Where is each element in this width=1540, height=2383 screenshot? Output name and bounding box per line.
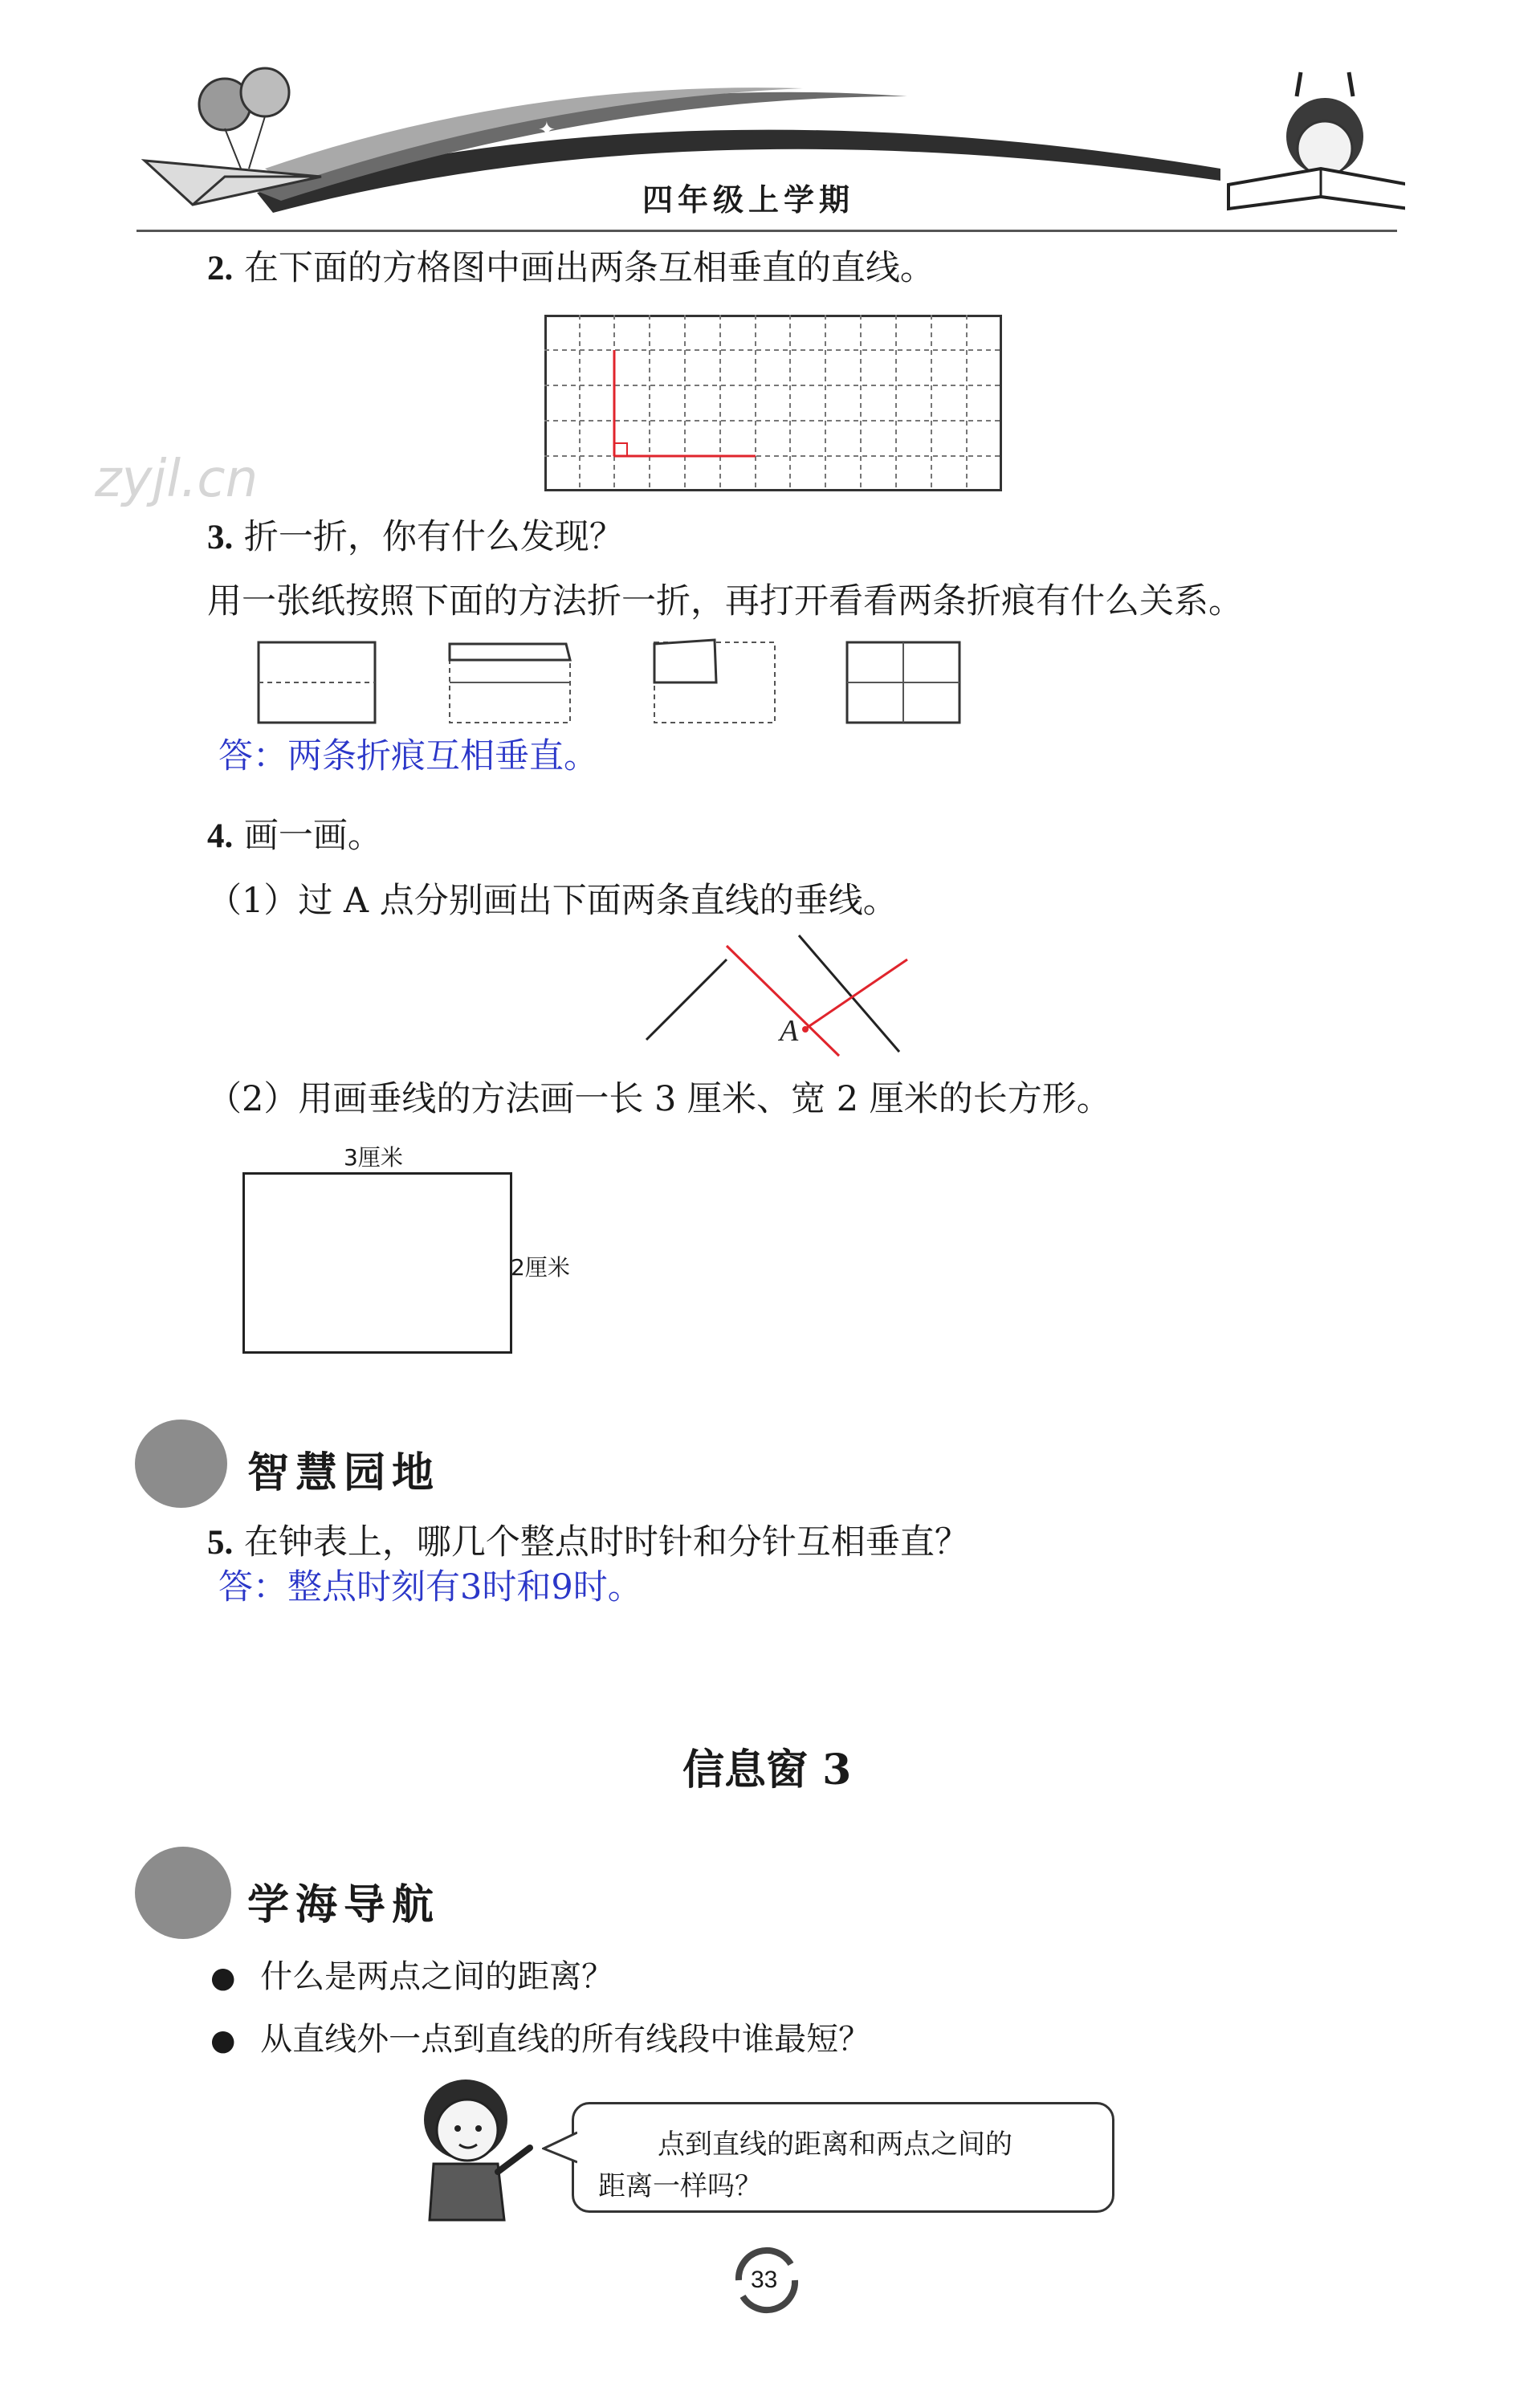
girl-reading-icon [1228, 72, 1405, 209]
speech-bubble-tail [542, 2128, 577, 2169]
page-number-badge [727, 2244, 807, 2316]
question-number: 4. [207, 817, 234, 855]
question-5-answer: 答：整点时刻有3时和9时。 [218, 1567, 642, 1607]
wisdom-section-header [135, 1420, 536, 1508]
info-window-title: 信息窗 3 [682, 1745, 852, 1794]
bullet-dot-icon: ● [210, 1961, 236, 1994]
question-3 [207, 517, 624, 557]
star-icon: ✦ [980, 110, 997, 134]
drawn-rectangle [242, 1172, 512, 1354]
question-4 [207, 816, 382, 856]
question-text: 在钟表上，哪几个整点时时针和分针互相垂直？ [243, 1522, 969, 1562]
question-number: 2. [207, 250, 234, 287]
section-title: 智慧园地 [247, 1449, 441, 1497]
section-title: 学海导航 [247, 1881, 441, 1929]
point-a-marker [802, 1026, 809, 1033]
boy-with-binoculars-icon [135, 1847, 231, 1939]
bullet-text: 从直线外一点到直线的所有线段中谁最短？ [260, 2021, 871, 2058]
star-icon: ✦ [538, 118, 556, 142]
header-banner [120, 48, 1405, 233]
question-title: 画一画。 [243, 816, 382, 856]
question-text: 在下面的方格图中画出两条互相垂直的直线。 [243, 248, 935, 288]
guide-bullet-1 [210, 1958, 614, 1995]
speech-bubble [572, 2102, 1114, 2213]
point-a-label: A [780, 1014, 799, 1048]
question-3-instruction: 用一张纸按照下面的方法折一折，再打开看看两条折痕有什么关系。 [207, 581, 1243, 621]
header-rule [136, 230, 1397, 232]
speech-line-2: 距离一样吗？ [598, 2170, 762, 2202]
guide-section-header [135, 1847, 536, 1943]
bullet-text: 什么是两点之间的距离？ [260, 1958, 614, 1995]
rectangle-width-label: 2厘米 [511, 1254, 570, 1281]
bullet-dot-icon: ● [210, 2024, 236, 2057]
rectangle-length-label: 3厘米 [344, 1144, 403, 1171]
boy-pointing-illustration [409, 2075, 538, 2224]
grid-figure [544, 315, 1002, 491]
question-2 [207, 248, 935, 288]
guide-bullet-2 [210, 2021, 871, 2058]
question-number: 3. [207, 519, 234, 556]
question-4-part1: （1）过 A 点分别画出下面两条直线的垂线。 [207, 881, 898, 921]
watermark: zyjl.cn [95, 450, 259, 509]
question-3-answer: 答：两条折痕互相垂直。 [218, 736, 598, 776]
header-title: 四年级上学期 [642, 182, 855, 218]
page-number: 33 [751, 2267, 778, 2293]
question-title: 折一折，你有什么发现？ [243, 517, 624, 557]
heart-balloon-icon [241, 68, 289, 116]
perpendicular-figure [638, 931, 935, 1060]
question-number: 5. [207, 1524, 234, 1562]
boy-mascot-icon [135, 1420, 227, 1508]
folding-figures [257, 636, 964, 728]
question-5 [207, 1522, 969, 1562]
speech-line-1: 点到直线的距离和两点之间的 [658, 2128, 1012, 2161]
question-4-part2: （2）用画垂线的方法画一长 3 厘米、宽 2 厘米的长方形。 [207, 1079, 1111, 1119]
